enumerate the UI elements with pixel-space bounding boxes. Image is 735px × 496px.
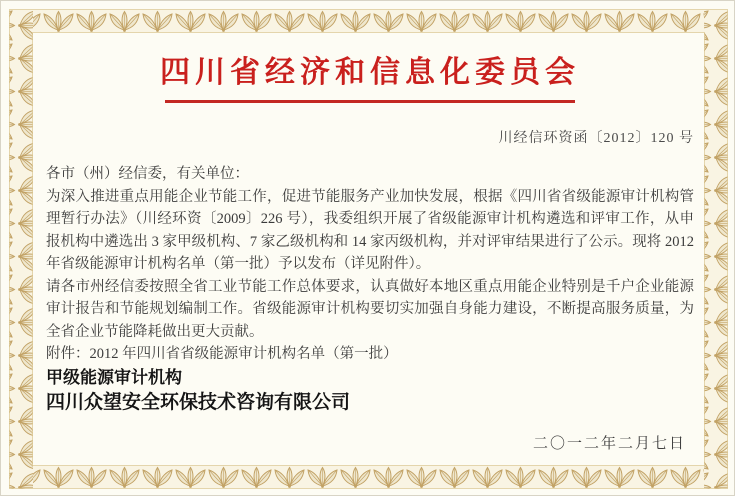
agency-name: 四川众望安全环保技术咨询有限公司 [46, 391, 351, 413]
issue-date: 二〇一二年二月七日 [532, 435, 686, 452]
issuing-authority-title: 四川省经济和信息化委员会 [160, 56, 580, 89]
body-paragraph-1: 为深入推进重点用能企业节能工作，促进节能服务产业加快发展，根据《四川省省级能源审计机构管理暂行办法》（川经环资〔2009〕226 号），我委组织开展了省级能源审计机构遴选和评审工作，从申报机构中遴选出 3 家甲级机构、7 家乙级机构和 14 家丙级机构，并对评审结果进行了公示。现将 2012 年省级能源审计机构名单（第一批）予以发布（详见附件）。 [46, 188, 694, 272]
document-content [46, 47, 694, 453]
salutation-line: 各市（州）经信委，有关单位： [46, 166, 249, 182]
body-paragraph-2: 请各市州经信委按照全省工业节能工作总体要求，认真做好本地区重点用能企业特别是千户企业能源审计报告和节能规划编制工作。省级能源审计机构要切实加强自身能力建设，不断提高服务质量，为全省企业节能降耗做出更大贡献。 [46, 278, 694, 340]
attachment-line: 附件：2012 年四川省省级能源审计机构名单（第一批） [46, 346, 398, 362]
agency-category-heading: 甲级能源审计机构 [46, 367, 182, 387]
document-reference-number: 川经信环资函〔2012〕120 号 [498, 131, 694, 146]
title-divider [165, 100, 575, 103]
document-body [46, 163, 694, 416]
